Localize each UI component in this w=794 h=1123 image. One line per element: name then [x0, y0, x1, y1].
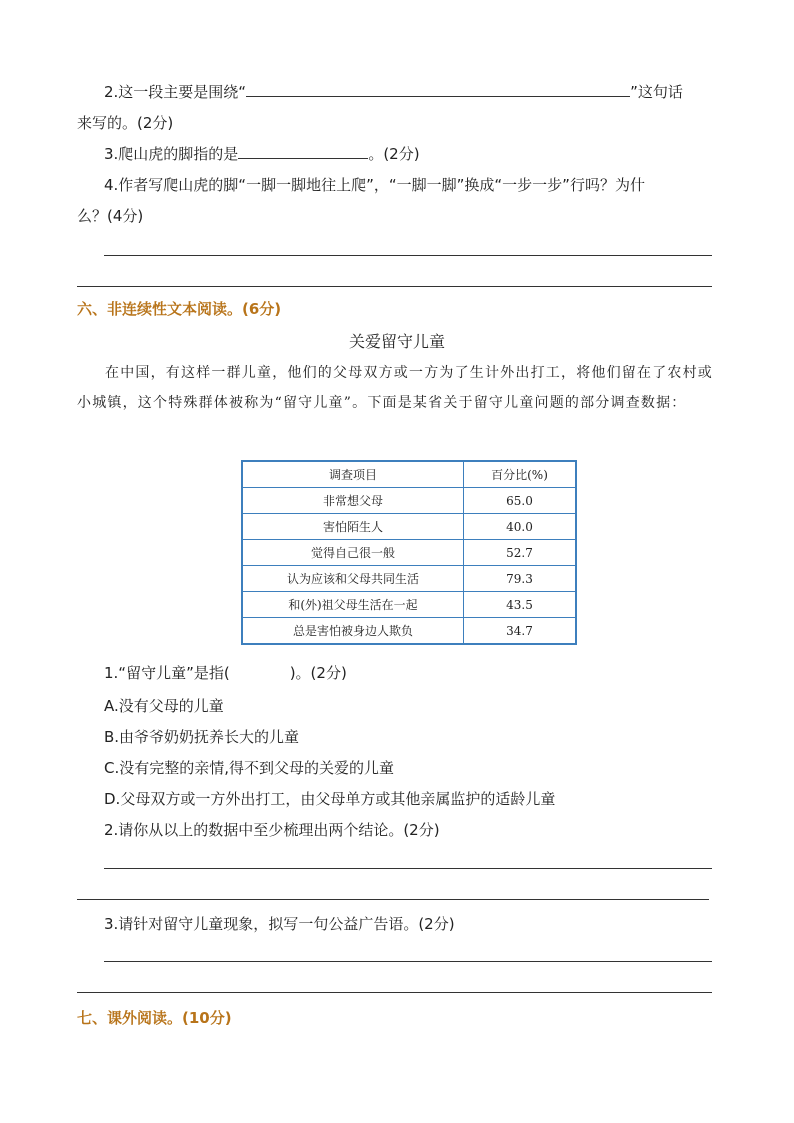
- survey-percent-cell: 79.3: [464, 566, 577, 592]
- survey-percent-cell: 65.0: [464, 488, 577, 514]
- table-row: [242, 488, 576, 514]
- table-row: [242, 592, 576, 618]
- survey-percent-cell: 52.7: [464, 540, 577, 566]
- answer-line-6-3-b[interactable]: [77, 992, 712, 993]
- survey-table: [241, 460, 577, 645]
- table-row: [242, 540, 576, 566]
- question-5-4-line-2: 么？(4分): [77, 207, 144, 225]
- survey-item-cell: 害怕陌生人: [242, 514, 464, 540]
- reading-title: 关爱留守儿童: [348, 332, 445, 351]
- question-5-3-suffix: 。(2分): [368, 145, 420, 163]
- fill-blank-5-2[interactable]: [246, 82, 630, 97]
- question-5-2-prefix: 2.这一段主要是围绕“: [104, 83, 247, 101]
- survey-item-cell: 认为应该和父母共同生活: [242, 566, 464, 592]
- table-row: [242, 618, 576, 645]
- section-7-heading: 七、课外阅读。(10分): [77, 1009, 232, 1027]
- survey-item-cell: 非常想父母: [242, 488, 464, 514]
- survey-header-item: 调查项目: [242, 461, 464, 488]
- question-5-2-line-1: [104, 82, 683, 102]
- survey-item-cell: 总是害怕被身边人欺负: [242, 618, 464, 645]
- reading-intro-paragraph: 在中国，有这样一群儿童，他们的父母双方或一方为了生计外出打工，将他们留在了农村或小城镇，这个特殊群体被称为“留守儿童”。下面是某省关于留守儿童问题的部分调查数据：: [77, 365, 713, 411]
- survey-percent-cell: 34.7: [464, 618, 577, 645]
- question-6-1: 1.“留守儿童”是指( )。(2分): [104, 664, 347, 682]
- survey-percent-cell: 43.5: [464, 592, 577, 618]
- table-row: [242, 514, 576, 540]
- table-row: [242, 566, 576, 592]
- fill-blank-5-3[interactable]: [238, 144, 368, 159]
- question-6-3: 3.请针对留守儿童现象，拟写一句公益广告语。(2分): [104, 915, 455, 933]
- question-5-3-prefix: 3.爬山虎的脚指的是: [104, 145, 239, 163]
- survey-header-percent: 百分比(%): [464, 461, 577, 488]
- answer-line-6-2-b[interactable]: [77, 899, 709, 900]
- answer-line-6-3-a[interactable]: [104, 961, 712, 962]
- option-a[interactable]: A.没有父母的儿童: [104, 697, 224, 715]
- section-6-heading: 六、非连续性文本阅读。(6分): [77, 300, 282, 318]
- question-5-4-line-1: 4.作者写爬山虎的脚“一脚一脚地往上爬”，“一脚一脚”换成“一步一步”行吗？为什: [104, 176, 645, 194]
- answer-line-5-4-a[interactable]: [104, 255, 712, 256]
- question-5-2-suffix: ”这句话: [630, 83, 683, 101]
- answer-line-6-2-a[interactable]: [104, 868, 712, 869]
- answer-line-5-4-b[interactable]: [77, 286, 712, 287]
- question-6-2: 2.请你从以上的数据中至少梳理出两个结论。(2分): [104, 821, 440, 839]
- question-5-3: [104, 144, 420, 164]
- option-c[interactable]: C.没有完整的亲情,得不到父母的关爱的儿童: [104, 759, 395, 777]
- survey-item-cell: 觉得自己很一般: [242, 540, 464, 566]
- question-5-2-line-2: 来写的。(2分): [77, 114, 174, 132]
- survey-percent-cell: 40.0: [464, 514, 577, 540]
- survey-item-cell: 和(外)祖父母生活在一起: [242, 592, 464, 618]
- option-d[interactable]: D.父母双方或一方外出打工，由父母单方或其他亲属监护的适龄儿童: [104, 790, 556, 808]
- option-b[interactable]: B.由爷爷奶奶抚养长大的儿童: [104, 728, 300, 746]
- survey-table-header-row: [242, 461, 576, 488]
